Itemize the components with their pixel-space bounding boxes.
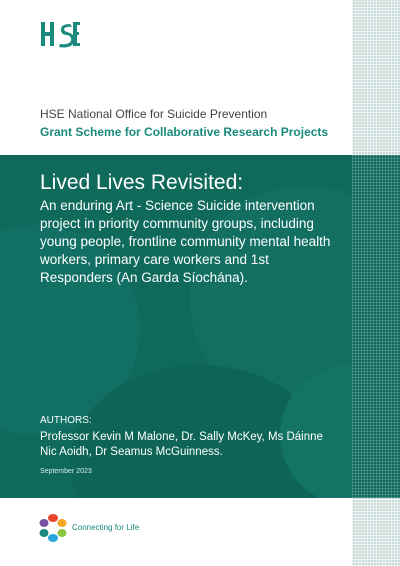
authors-heading: AUTHORS: bbox=[40, 415, 92, 426]
organisation-name: HSE National Office for Suicide Prevention bbox=[40, 107, 268, 121]
report-description: An enduring Art - Science Suicide intervention project in priority community groups, including young people, frontline community mental health workers, primary care workers and 1st Responders (An Garda Síochána). bbox=[40, 198, 331, 285]
connecting-for-life-logo bbox=[38, 513, 68, 543]
publication-date: September 2023 bbox=[40, 468, 92, 475]
grant-scheme-name: Grant Scheme for Collaborative Research Projects bbox=[40, 125, 329, 139]
partner-name: Connecting for Life bbox=[72, 523, 140, 532]
hse-logo bbox=[40, 18, 80, 50]
textured-side-strip-dark bbox=[352, 155, 400, 498]
authors-list: Professor Kevin M Malone, Dr. Sally McKey, Ms Dáinne Nic Aoidh, Dr Seamus McGuinness. bbox=[40, 431, 323, 458]
report-title: Lived Lives Revisited: bbox=[40, 171, 244, 194]
